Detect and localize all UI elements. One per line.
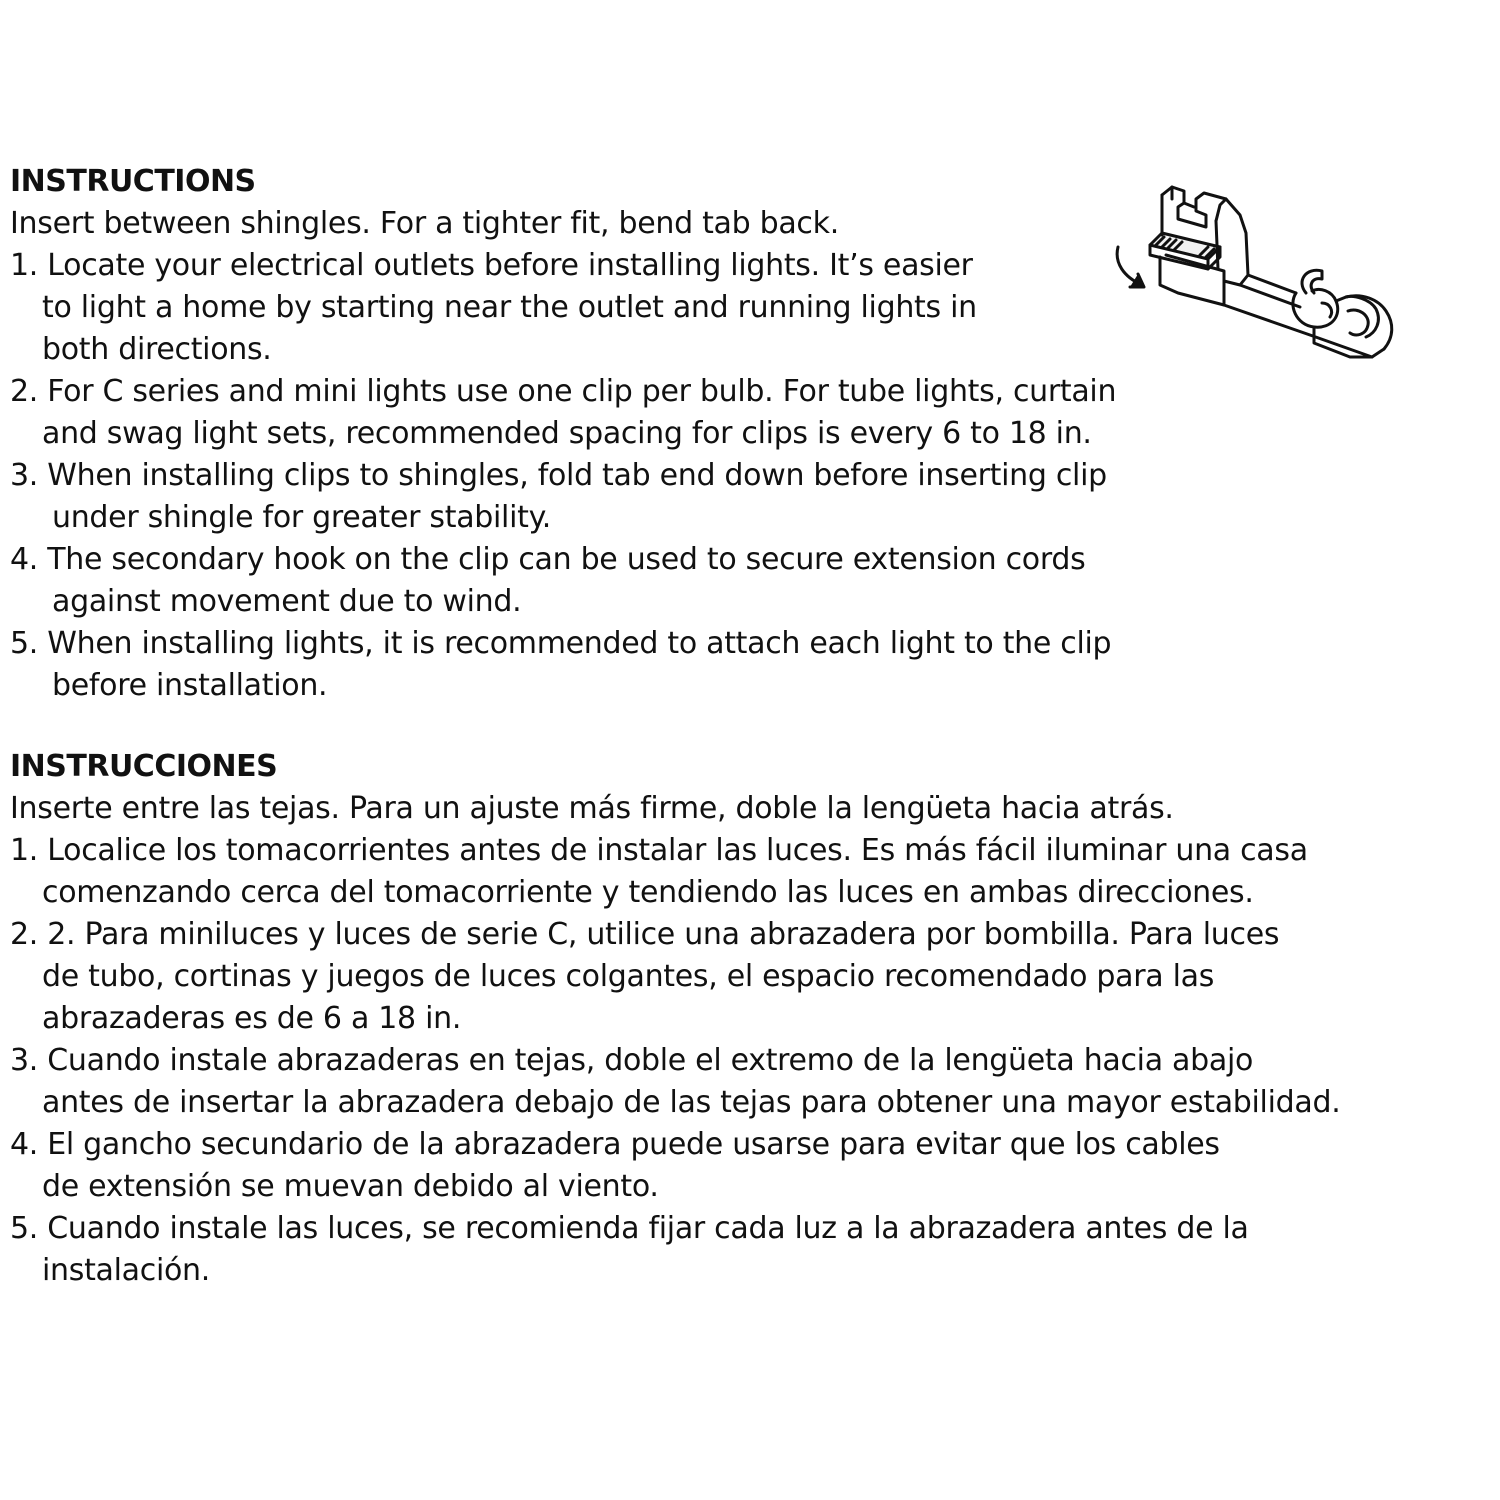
step-3 [10,455,1116,539]
step-1 [10,830,1340,914]
step-line: de extensión se muevan debido al viento. [42,1169,659,1204]
intro-text: Inserte entre las tejas. Para un ajuste más firme, doble la lengüeta hacia atrás. [10,791,1174,826]
step-line: to light a home by starting near the outlet and running lights in [42,290,977,325]
step-line: before installation. [52,668,328,703]
step-line: abrazaderas es de 6 a 18 in. [42,1001,462,1036]
step-line: both directions. [42,332,272,367]
step-line: against movement due to wind. [52,584,522,619]
step-line: 4. The secondary hook on the clip can be used to secure extension cords [10,542,1086,577]
step-line: 2. For C series and mini lights use one clip per bulb. For tube lights, curtain [10,374,1117,409]
step-2 [10,371,1116,455]
step-line: under shingle for greater stability. [52,500,551,535]
step-line: 5. Cuando instale las luces, se recomienda fijar cada luz a la abrazadera antes de la [10,1211,1249,1246]
step-2 [10,914,1340,1040]
step-line: 4. El gancho secundario de la abrazadera puede usarse para evitar que los cables [10,1127,1220,1162]
instructions-english [10,163,1116,707]
instructions-heading: INSTRUCTIONS [10,164,256,199]
step-line: 3. Cuando instale abrazaderas en tejas, doble el extremo de la lengüeta hacia abajo [10,1043,1254,1078]
intro-text: Insert between shingles. For a tighter fit, bend tab back. [10,206,839,241]
step-line: 2. 2. Para miniluces y luces de serie C, utilice una abrazadera por bombilla. Para luces [10,917,1280,952]
step-line: comenzando cerca del tomacorriente y tendiendo las luces en ambas direcciones. [42,875,1254,910]
step-line: 1. Locate your electrical outlets before installing lights. It’s easier [10,248,973,283]
step-3 [10,1040,1340,1124]
step-line: 3. When installing clips to shingles, fold tab end down before inserting clip [10,458,1107,493]
step-5 [10,1208,1340,1292]
step-line: 1. Localice los tomacorrientes antes de instalar las luces. Es más fácil iluminar una casa [10,833,1308,868]
step-4 [10,539,1116,623]
step-line: antes de insertar la abrazadera debajo de las tejas para obtener una mayor estabilidad. [42,1085,1341,1120]
step-line: instalación. [42,1253,210,1288]
instructions-heading: INSTRUCCIONES [10,749,278,784]
step-4 [10,1124,1340,1208]
step-line: and swag light sets, recommended spacing for clips is every 6 to 18 in. [42,416,1092,451]
step-5 [10,623,1116,707]
step-line: de tubo, cortinas y juegos de luces colgantes, el espacio recomendado para las [42,959,1215,994]
step-line: 5. When installing lights, it is recommended to attach each light to the clip [10,626,1112,661]
instructions-spanish [10,748,1340,1292]
step-1 [10,245,1116,371]
shingle-clip-icon [1100,175,1405,385]
